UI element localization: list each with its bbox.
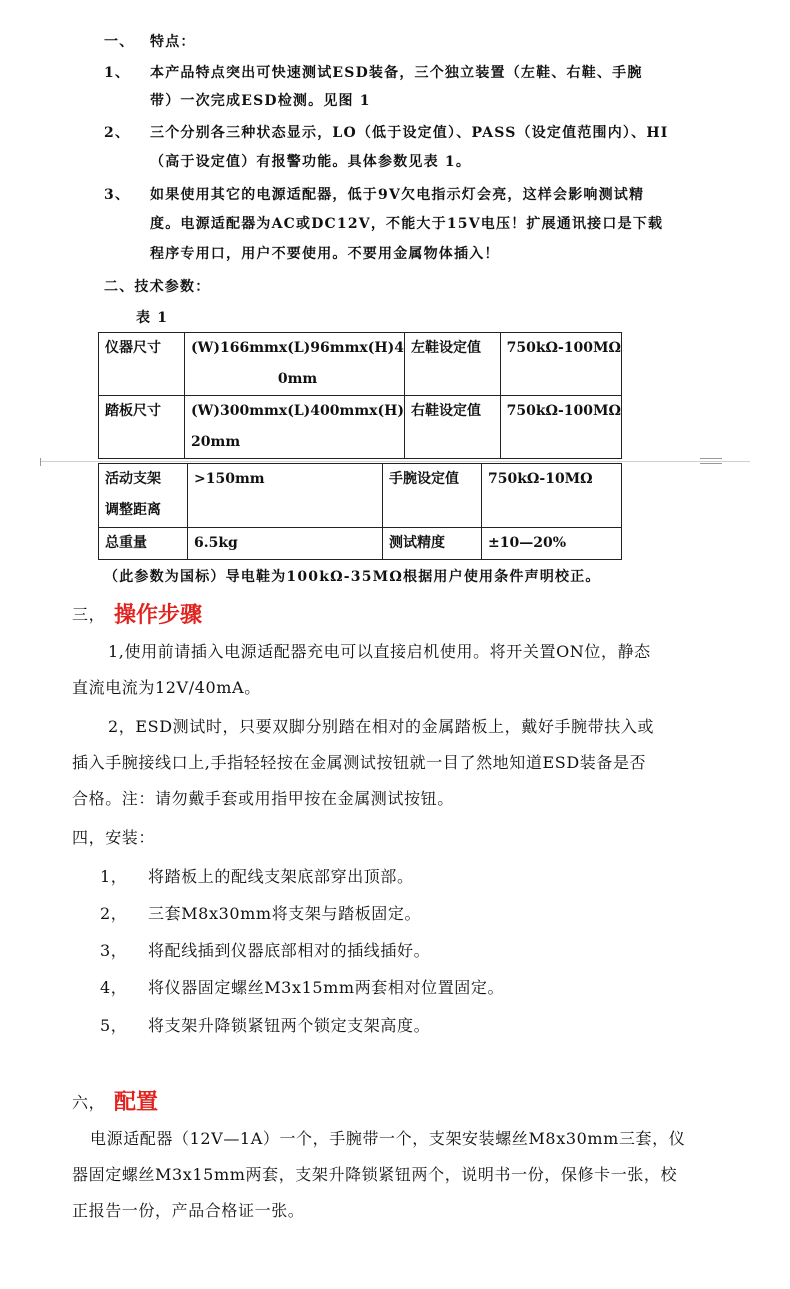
table-cell-label: 右鞋设定值: [404, 396, 500, 459]
table-cell-value: 750kΩ-100MΩ: [500, 396, 621, 459]
cell-line: 活动支架: [105, 471, 161, 487]
list-item-number: 3，: [100, 941, 128, 960]
table-cell-label: 左鞋设定值: [404, 333, 500, 396]
section3-heading: 操作步骤: [114, 603, 203, 628]
paragraph-line: 直流电流为12V/40mA。: [72, 678, 261, 697]
paragraph-line: 插入手腕接线口上,手指轻轻按在金属测试按钮就一目了然地知道ESD装备是否: [72, 753, 647, 772]
list-item-number: 2、: [104, 125, 131, 141]
table-cell-value: 6.5kg: [188, 528, 383, 560]
cell-line: (W)300mmx(L)400mmx(H): [191, 403, 404, 419]
list-item: 三套M8x30mm将支架与踏板固定。: [148, 904, 422, 923]
list-item-number: 1，: [100, 867, 128, 886]
spec-table-top: [98, 332, 622, 459]
list-item: 将支架升降锁紧钮两个锁定支架高度。: [148, 1016, 431, 1035]
section1-heading-number: 一、: [104, 34, 135, 50]
paragraph-line: 1,使用前请插入电源适配器充电可以直接启机使用。将开关置ON位，静态: [108, 642, 651, 661]
list-item-number: 5，: [100, 1016, 128, 1035]
section6-heading-number: 六，: [72, 1093, 106, 1112]
table-cell-value: [185, 333, 405, 396]
table-cell-value: 750kΩ-10MΩ: [482, 464, 622, 528]
cell-line: (W)166mmx(L)96mmx(H)4: [191, 340, 404, 356]
paragraph-line: 合格。注：请勿戴手套或用指甲按在金属测试按钮。: [72, 789, 454, 808]
table-cell-value: 750kΩ-100MΩ: [500, 333, 621, 396]
page-break-mark: [700, 463, 722, 464]
table-cell-label: 踏板尺寸: [99, 396, 185, 459]
cell-line: 0mm: [277, 371, 318, 387]
list-item-line: 如果使用其它的电源适配器，低于9V欠电指示灯会亮，这样会影响测试精: [150, 187, 645, 203]
section6-heading: 配置: [114, 1090, 159, 1115]
section3-heading-number: 三，: [72, 605, 106, 624]
table-row: [99, 464, 622, 528]
list-item-line: 带）一次完成ESD检测。见图 1: [150, 93, 371, 109]
list-item: 将仪器固定螺丝M3x15mm两套相对位置固定。: [148, 978, 505, 997]
table-caption: 表 1: [136, 310, 169, 326]
paragraph-line: 正报告一份，产品合格证一张。: [72, 1201, 305, 1220]
table-row: [99, 396, 622, 459]
list-item: 将配线插到仪器底部相对的插线插好。: [148, 941, 431, 960]
table-cell-value: [185, 396, 405, 459]
table-cell-label: 总重量: [99, 528, 188, 560]
table-cell-label: 手腕设定值: [383, 464, 482, 528]
paragraph-line: 电源适配器（12V—1A）一个，手腕带一个，支架安装螺丝M8x30mm三套，仪: [90, 1129, 686, 1148]
section2-heading: 二、技术参数：: [104, 279, 211, 295]
cell-line: 调整距离: [105, 502, 161, 518]
section4-heading: 四，安装：: [72, 828, 156, 847]
table-note: （此参数为国标）导电鞋为100kΩ-35MΩ根据用户使用条件声明校正。: [104, 569, 601, 585]
table-cell-label: 测试精度: [383, 528, 482, 560]
paragraph-line: 器固定螺丝M3x15mm两套，支架升降锁紧钮两个，说明书一份，保修卡一张，校: [72, 1165, 678, 1184]
spec-table-bottom: [98, 463, 622, 560]
page-break-mark: [700, 458, 722, 459]
page-break-line: [40, 461, 750, 462]
list-item-line: 度。电源适配器为AC或DC12V，不能大于15V电压！扩展通讯接口是下载: [150, 216, 664, 232]
list-item-number: 1、: [104, 65, 131, 81]
page-break-mark: [40, 458, 41, 466]
list-item-number: 4，: [100, 978, 128, 997]
list-item-line: 本产品特点突出可快速测试ESD装备，三个独立装置（左鞋、右鞋、手腕: [150, 65, 643, 81]
table-cell-label: [99, 464, 188, 528]
list-item-line: （高于设定值）有报警功能。具体参数见表 1。: [150, 154, 472, 170]
table-row: [99, 528, 622, 560]
table-cell-value: ±10—20%: [482, 528, 622, 560]
table-cell-value: >150mm: [188, 464, 383, 528]
table-row: [99, 333, 622, 396]
list-item-number: 3、: [104, 187, 131, 203]
cell-line: 20mm: [191, 434, 241, 450]
list-item: 将踏板上的配线支架底部穿出顶部。: [148, 867, 414, 886]
list-item-line: 程序专用口，用户不要使用。不要用金属物体插入！: [150, 246, 500, 262]
list-item-number: 2，: [100, 904, 128, 923]
list-item-line: 三个分别各三种状态显示，LO（低于设定值）、PASS（设定值范围内）、HI: [150, 125, 669, 141]
table-cell-label: 仪器尺寸: [99, 333, 185, 396]
section1-heading: 特点：: [150, 34, 196, 50]
paragraph-line: 2，ESD测试时，只要双脚分别踏在相对的金属踏板上，戴好手腕带扶入或: [108, 717, 655, 736]
